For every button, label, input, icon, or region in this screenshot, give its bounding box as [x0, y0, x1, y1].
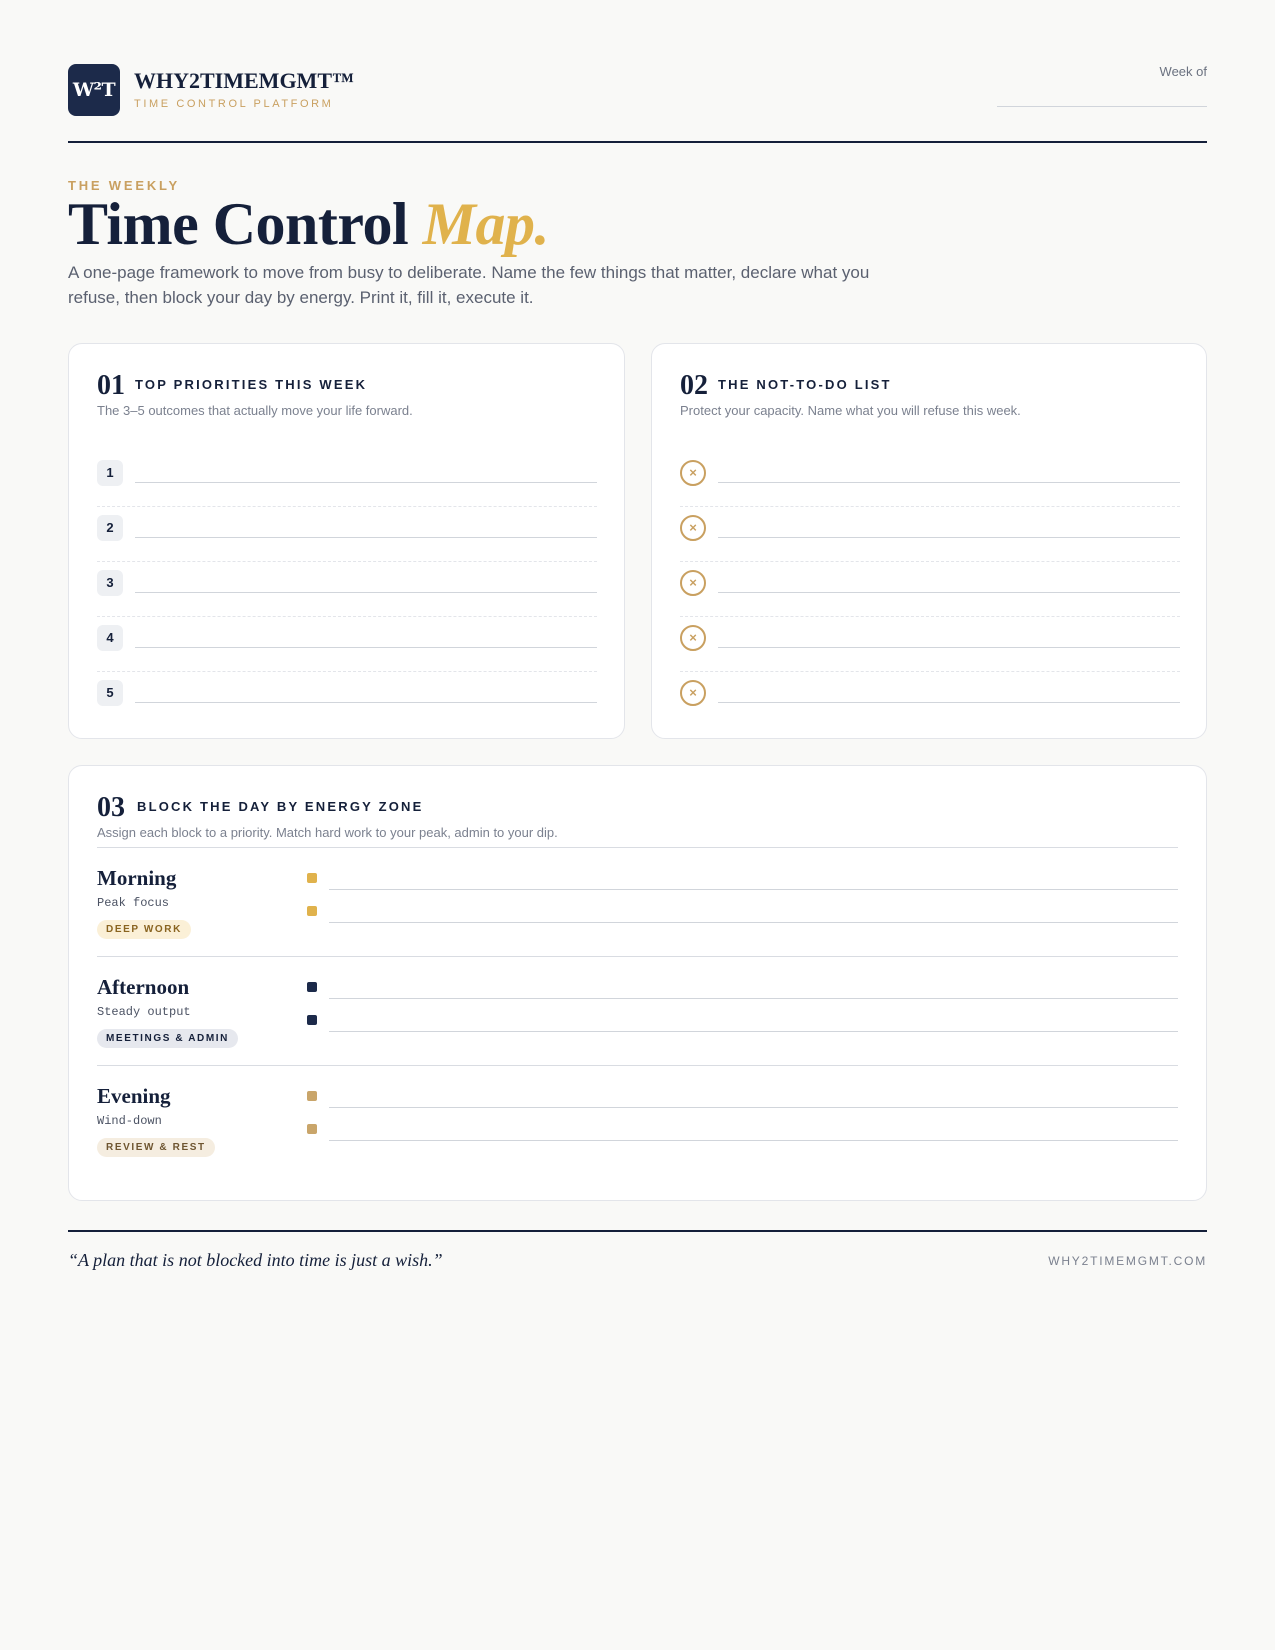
time-block-field[interactable]	[329, 922, 1178, 923]
zone-subtitle: Peak focus	[97, 896, 170, 910]
brand-logo: W²T	[68, 64, 120, 116]
block-marker-icon	[307, 1091, 317, 1101]
header	[68, 64, 1207, 144]
block-marker-icon	[307, 1015, 317, 1025]
refuse-x-icon: ×	[680, 625, 706, 651]
section-number: 02	[680, 370, 708, 401]
not-to-do-field[interactable]	[718, 702, 1180, 703]
priority-field[interactable]	[135, 482, 597, 483]
footer-quote: “A plan that is not blocked into time is just a wish.”	[68, 1250, 443, 1270]
priority-number: 1	[97, 460, 123, 486]
priority-number: 5	[97, 680, 123, 706]
brand-tagline: TIME CONTROL PLATFORM	[134, 98, 334, 110]
zone-evening	[97, 1066, 1178, 1175]
time-block	[307, 1087, 1178, 1120]
section-title: TOP PRIORITIES THIS WEEK	[135, 377, 368, 392]
time-block-field[interactable]	[329, 1140, 1178, 1141]
priority-row	[97, 617, 597, 672]
section-subtitle: Assign each block to a priority. Match hard work to your peak, admin to your dip.	[97, 825, 558, 840]
block-marker-icon	[307, 982, 317, 992]
section-title: BLOCK THE DAY BY ENERGY ZONE	[137, 799, 424, 814]
section-subtitle: Protect your capacity. Name what you will refuse this week.	[680, 403, 1021, 418]
not-to-do-field[interactable]	[718, 482, 1180, 483]
priority-field[interactable]	[135, 592, 597, 593]
time-block	[307, 1011, 1178, 1044]
not-to-do-card	[651, 343, 1207, 739]
zone-subtitle: Wind-down	[97, 1114, 162, 1128]
energy-zone-card	[68, 765, 1207, 1201]
not-to-do-row	[680, 452, 1180, 507]
zone-name: Evening	[97, 1084, 171, 1108]
zone-badge: REVIEW & REST	[97, 1138, 215, 1157]
priority-field[interactable]	[135, 647, 597, 648]
refuse-x-icon: ×	[680, 515, 706, 541]
zone-name: Afternoon	[97, 975, 190, 999]
section-title: THE NOT-TO-DO LIST	[718, 377, 892, 392]
week-of-label: Week of	[1159, 64, 1207, 79]
time-block-field[interactable]	[329, 998, 1178, 999]
time-block	[307, 869, 1178, 902]
zone-name: Morning	[97, 866, 177, 890]
time-block-field[interactable]	[329, 889, 1178, 890]
not-to-do-row	[680, 617, 1180, 672]
zone-badge: DEEP WORK	[97, 920, 191, 939]
section-number: 01	[97, 370, 125, 401]
priority-row	[97, 672, 597, 727]
not-to-do-row	[680, 507, 1180, 562]
zone-subtitle: Steady output	[97, 1005, 191, 1019]
block-marker-icon	[307, 1124, 317, 1134]
zone-badge: MEETINGS & ADMIN	[97, 1029, 238, 1048]
eyebrow: THE WEEKLY	[68, 178, 181, 193]
brand-name: WHY2TIMEMGMT™	[134, 68, 354, 93]
footer-divider	[68, 1230, 1207, 1232]
section-number: 03	[97, 792, 125, 823]
intro-text: A one-page framework to move from busy to deliberate. Name the few things that matter, declare what you refuse, then block your day by energy. Print it, fill it, execute it.	[68, 263, 870, 307]
refuse-x-icon: ×	[680, 680, 706, 706]
not-to-do-field[interactable]	[718, 647, 1180, 648]
week-of-field[interactable]	[997, 106, 1207, 107]
time-block-field[interactable]	[329, 1107, 1178, 1108]
refuse-x-icon: ×	[680, 570, 706, 596]
priority-row	[97, 562, 597, 617]
priority-field[interactable]	[135, 702, 597, 703]
time-block	[307, 902, 1178, 935]
block-marker-icon	[307, 906, 317, 916]
priorities-card	[68, 343, 625, 739]
page-title	[68, 190, 549, 259]
time-block	[307, 1120, 1178, 1153]
title-accent: Map.	[422, 191, 549, 257]
priority-row	[97, 507, 597, 562]
worksheet-page	[68, 0, 1207, 1650]
not-to-do-row	[680, 672, 1180, 727]
priority-number: 4	[97, 625, 123, 651]
time-block-field[interactable]	[329, 1031, 1178, 1032]
priority-number: 3	[97, 570, 123, 596]
time-block	[307, 978, 1178, 1011]
section-subtitle: The 3–5 outcomes that actually move your life forward.	[97, 403, 413, 418]
priority-field[interactable]	[135, 537, 597, 538]
not-to-do-field[interactable]	[718, 592, 1180, 593]
block-marker-icon	[307, 873, 317, 883]
zone-morning	[97, 848, 1178, 957]
priority-row	[97, 452, 597, 507]
footer-website: WHY2TIMEMGMT.COM	[1048, 1254, 1207, 1268]
zone-afternoon	[97, 957, 1178, 1066]
refuse-x-icon: ×	[680, 460, 706, 486]
title-main: Time Control	[68, 191, 409, 257]
not-to-do-row	[680, 562, 1180, 617]
priority-number: 2	[97, 515, 123, 541]
not-to-do-field[interactable]	[718, 537, 1180, 538]
header-divider	[68, 141, 1207, 143]
